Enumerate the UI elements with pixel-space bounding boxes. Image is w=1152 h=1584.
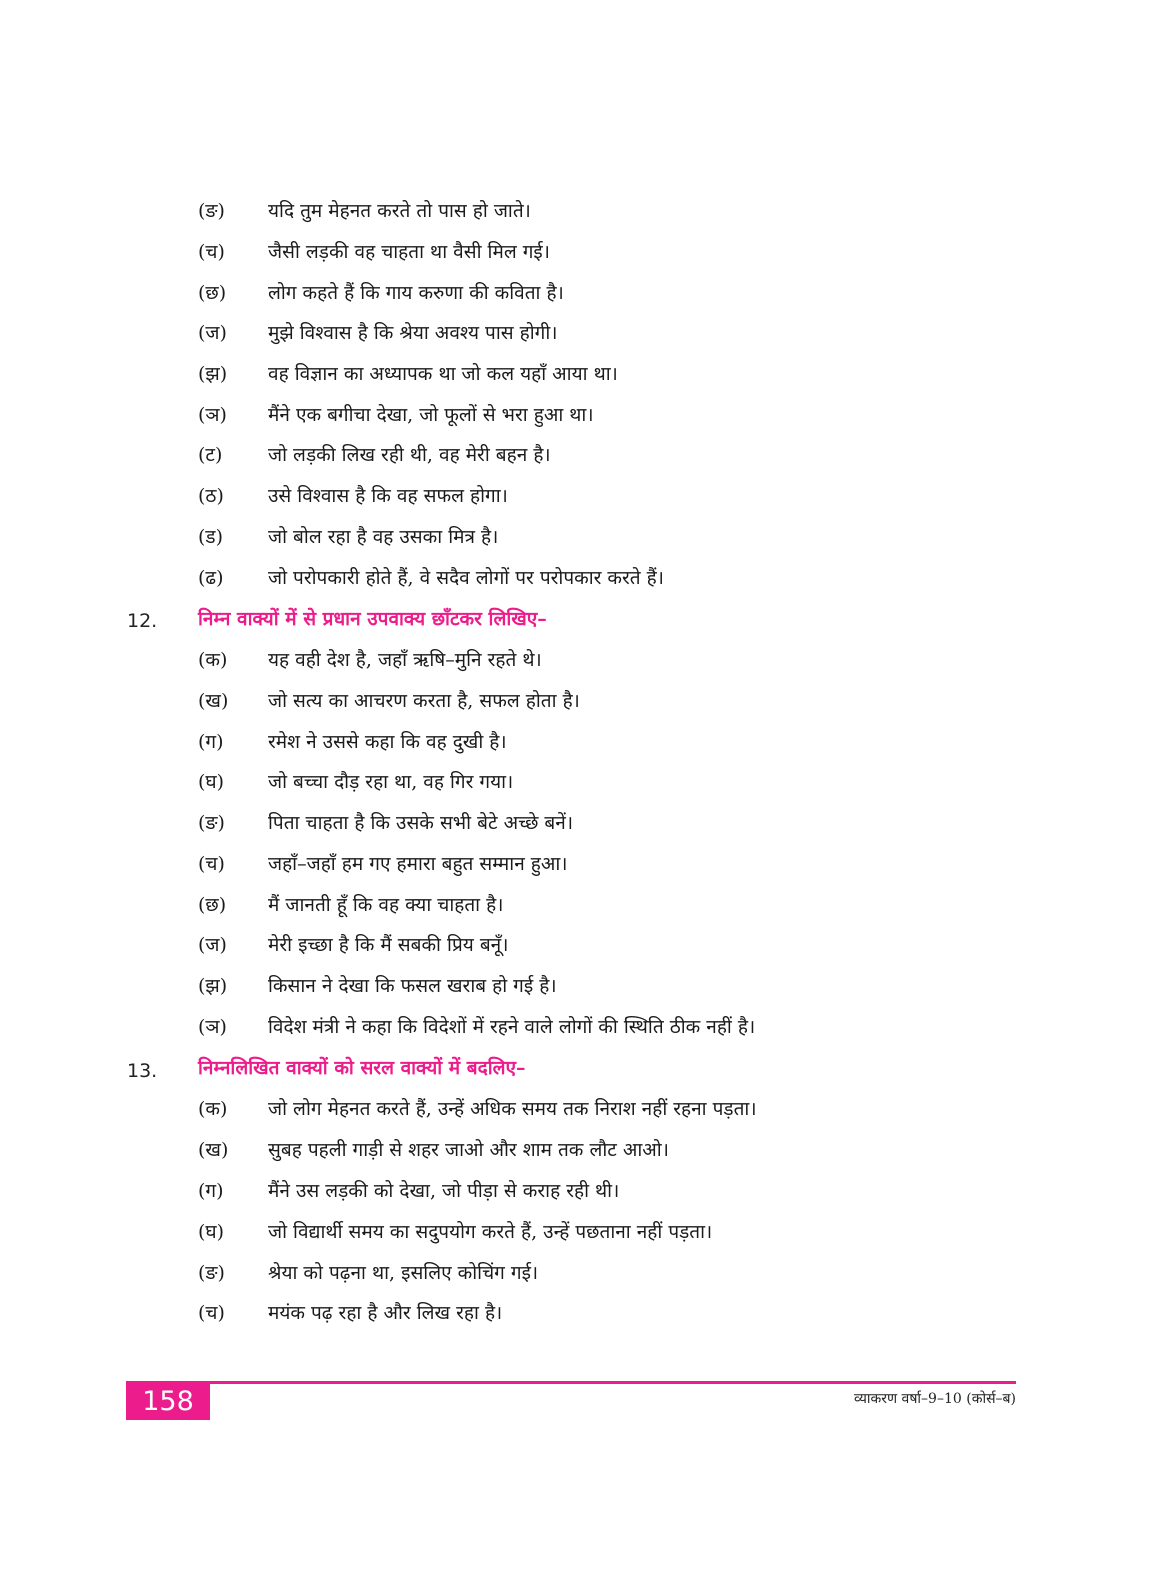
item-label: (ङ)	[198, 200, 225, 222]
item-label: (क)	[198, 1098, 228, 1120]
item-text: किसान ने देखा कि फसल खराब हो गई है।	[268, 975, 557, 997]
item-label: (घ)	[198, 771, 225, 793]
list-item	[198, 890, 503, 920]
list-item	[198, 481, 508, 511]
item-text: मयंक पढ़ रहा है और लिख रहा है।	[268, 1302, 503, 1324]
question-heading: निम्न वाक्यों में से प्रधान उपवाक्य छाँटकर लिखिए–	[198, 608, 547, 630]
list-item	[198, 686, 580, 716]
item-text: जो विद्यार्थी समय का सदुपयोग करते हैं, उन्हें पछताना नहीं पड़ता।	[268, 1221, 713, 1243]
item-label: (घ)	[198, 1221, 225, 1243]
item-label: (ग)	[198, 1180, 224, 1202]
item-text: यह वही देश है, जहाँ ऋषि–मुनि रहते थे।	[268, 649, 542, 671]
list-item	[198, 359, 618, 389]
item-label: (ढ)	[198, 567, 224, 589]
book-title: व्याकरण वर्षा–9–10 (कोर्स–ब)	[853, 1391, 1016, 1407]
list-item	[198, 278, 564, 308]
item-label: (ङ)	[198, 1262, 225, 1284]
item-label: (ड)	[198, 526, 223, 548]
list-item	[198, 196, 531, 226]
item-text: मेरी इच्छा है कि मैं सबकी प्रिय बनूँ।	[268, 934, 509, 956]
question-number: 13.	[127, 1060, 158, 1082]
item-label: (झ)	[198, 363, 228, 385]
item-text: सुबह पहली गाड़ी से शहर जाओ और शाम तक लौट आओ।	[268, 1139, 669, 1161]
item-text: वह विज्ञान का अध्यापक था जो कल यहाँ आया था।	[268, 363, 618, 385]
list-item	[198, 318, 557, 348]
item-label: (ङ)	[198, 812, 225, 834]
item-text: श्रेया को पढ़ना था, इसलिए कोचिंग गई।	[268, 1262, 539, 1284]
list-item	[198, 930, 508, 960]
item-label: (च)	[198, 241, 225, 263]
list-item	[198, 1217, 712, 1247]
item-text: जो परोपकारी होते हैं, वे सदैव लोगों पर परोपकार करते हैं।	[268, 567, 664, 589]
page-number: 158	[126, 1383, 210, 1420]
list-item	[198, 767, 513, 797]
item-label: (ज)	[198, 322, 227, 344]
question-number: 12.	[127, 610, 158, 632]
list-item	[198, 563, 664, 593]
item-text: विदेश मंत्री ने कहा कि विदेशों में रहने वाले लोगों की स्थिति ठीक नहीं है।	[268, 1016, 756, 1038]
list-item	[198, 1135, 669, 1165]
item-label: (च)	[198, 853, 225, 875]
item-label: (ख)	[198, 690, 229, 712]
item-text: जो लोग मेहनत करते हैं, उन्हें अधिक समय तक निराश नहीं रहना पड़ता।	[268, 1098, 757, 1120]
item-label: (छ)	[198, 894, 227, 916]
item-label: (च)	[198, 1302, 225, 1324]
item-text: जहाँ–जहाँ हम गए हमारा बहुत सम्मान हुआ।	[268, 853, 568, 875]
list-item	[198, 971, 557, 1001]
item-text: मैं जानती हूँ कि वह क्या चाहता है।	[268, 894, 504, 916]
item-label: (ख)	[198, 1139, 229, 1161]
item-text: जो बच्चा दौड़ रहा था, वह गिर गया।	[268, 771, 514, 793]
item-label: (झ)	[198, 975, 228, 997]
question-heading: निम्नलिखित वाक्यों को सरल वाक्यों में बदलिए–	[198, 1057, 526, 1079]
item-text: जो लड़की लिख रही थी, वह मेरी बहन है।	[268, 444, 551, 466]
list-item	[198, 522, 498, 552]
list-item	[198, 440, 551, 470]
item-label: (क)	[198, 649, 228, 671]
item-label: (ट)	[198, 444, 223, 466]
list-item	[198, 1012, 755, 1042]
item-text: रमेश ने उससे कहा कि वह दुखी है।	[268, 731, 507, 753]
item-text: मैंने एक बगीचा देखा, जो फूलों से भरा हुआ था।	[268, 404, 594, 426]
item-text: पिता चाहता है कि उसके सभी बेटे अच्छे बनें।	[268, 812, 574, 834]
item-label: (ठ)	[198, 485, 224, 507]
list-item	[198, 849, 568, 879]
item-text: यदि तुम मेहनत करते तो पास हो जाते।	[268, 200, 531, 222]
item-label: (ग)	[198, 731, 224, 753]
item-text: मैंने उस लड़की को देखा, जो पीड़ा से कराह रही थी।	[268, 1180, 620, 1202]
list-item	[198, 1298, 502, 1328]
list-item	[198, 237, 550, 267]
list-item	[198, 808, 573, 838]
item-text: जो सत्य का आचरण करता है, सफल होता है।	[268, 690, 580, 712]
item-label: (ज)	[198, 934, 227, 956]
item-text: उसे विश्वास है कि वह सफल होगा।	[268, 485, 508, 507]
list-item	[198, 1258, 538, 1288]
list-item	[198, 727, 507, 757]
item-label: (ञ)	[198, 1016, 227, 1038]
item-label: (छ)	[198, 282, 227, 304]
item-text: जैसी लड़की वह चाहता था वैसी मिल गई।	[268, 241, 550, 263]
item-text: जो बोल रहा है वह उसका मित्र है।	[268, 526, 499, 548]
list-item	[198, 645, 542, 675]
footer-divider	[126, 1381, 1016, 1384]
item-label: (ञ)	[198, 404, 227, 426]
item-text: लोग कहते हैं कि गाय करुणा की कविता है।	[268, 282, 564, 304]
list-item	[198, 1094, 757, 1124]
item-text: मुझे विश्वास है कि श्रेया अवश्य पास होगी।	[268, 322, 558, 344]
list-item	[198, 1176, 619, 1206]
list-item	[198, 400, 594, 430]
